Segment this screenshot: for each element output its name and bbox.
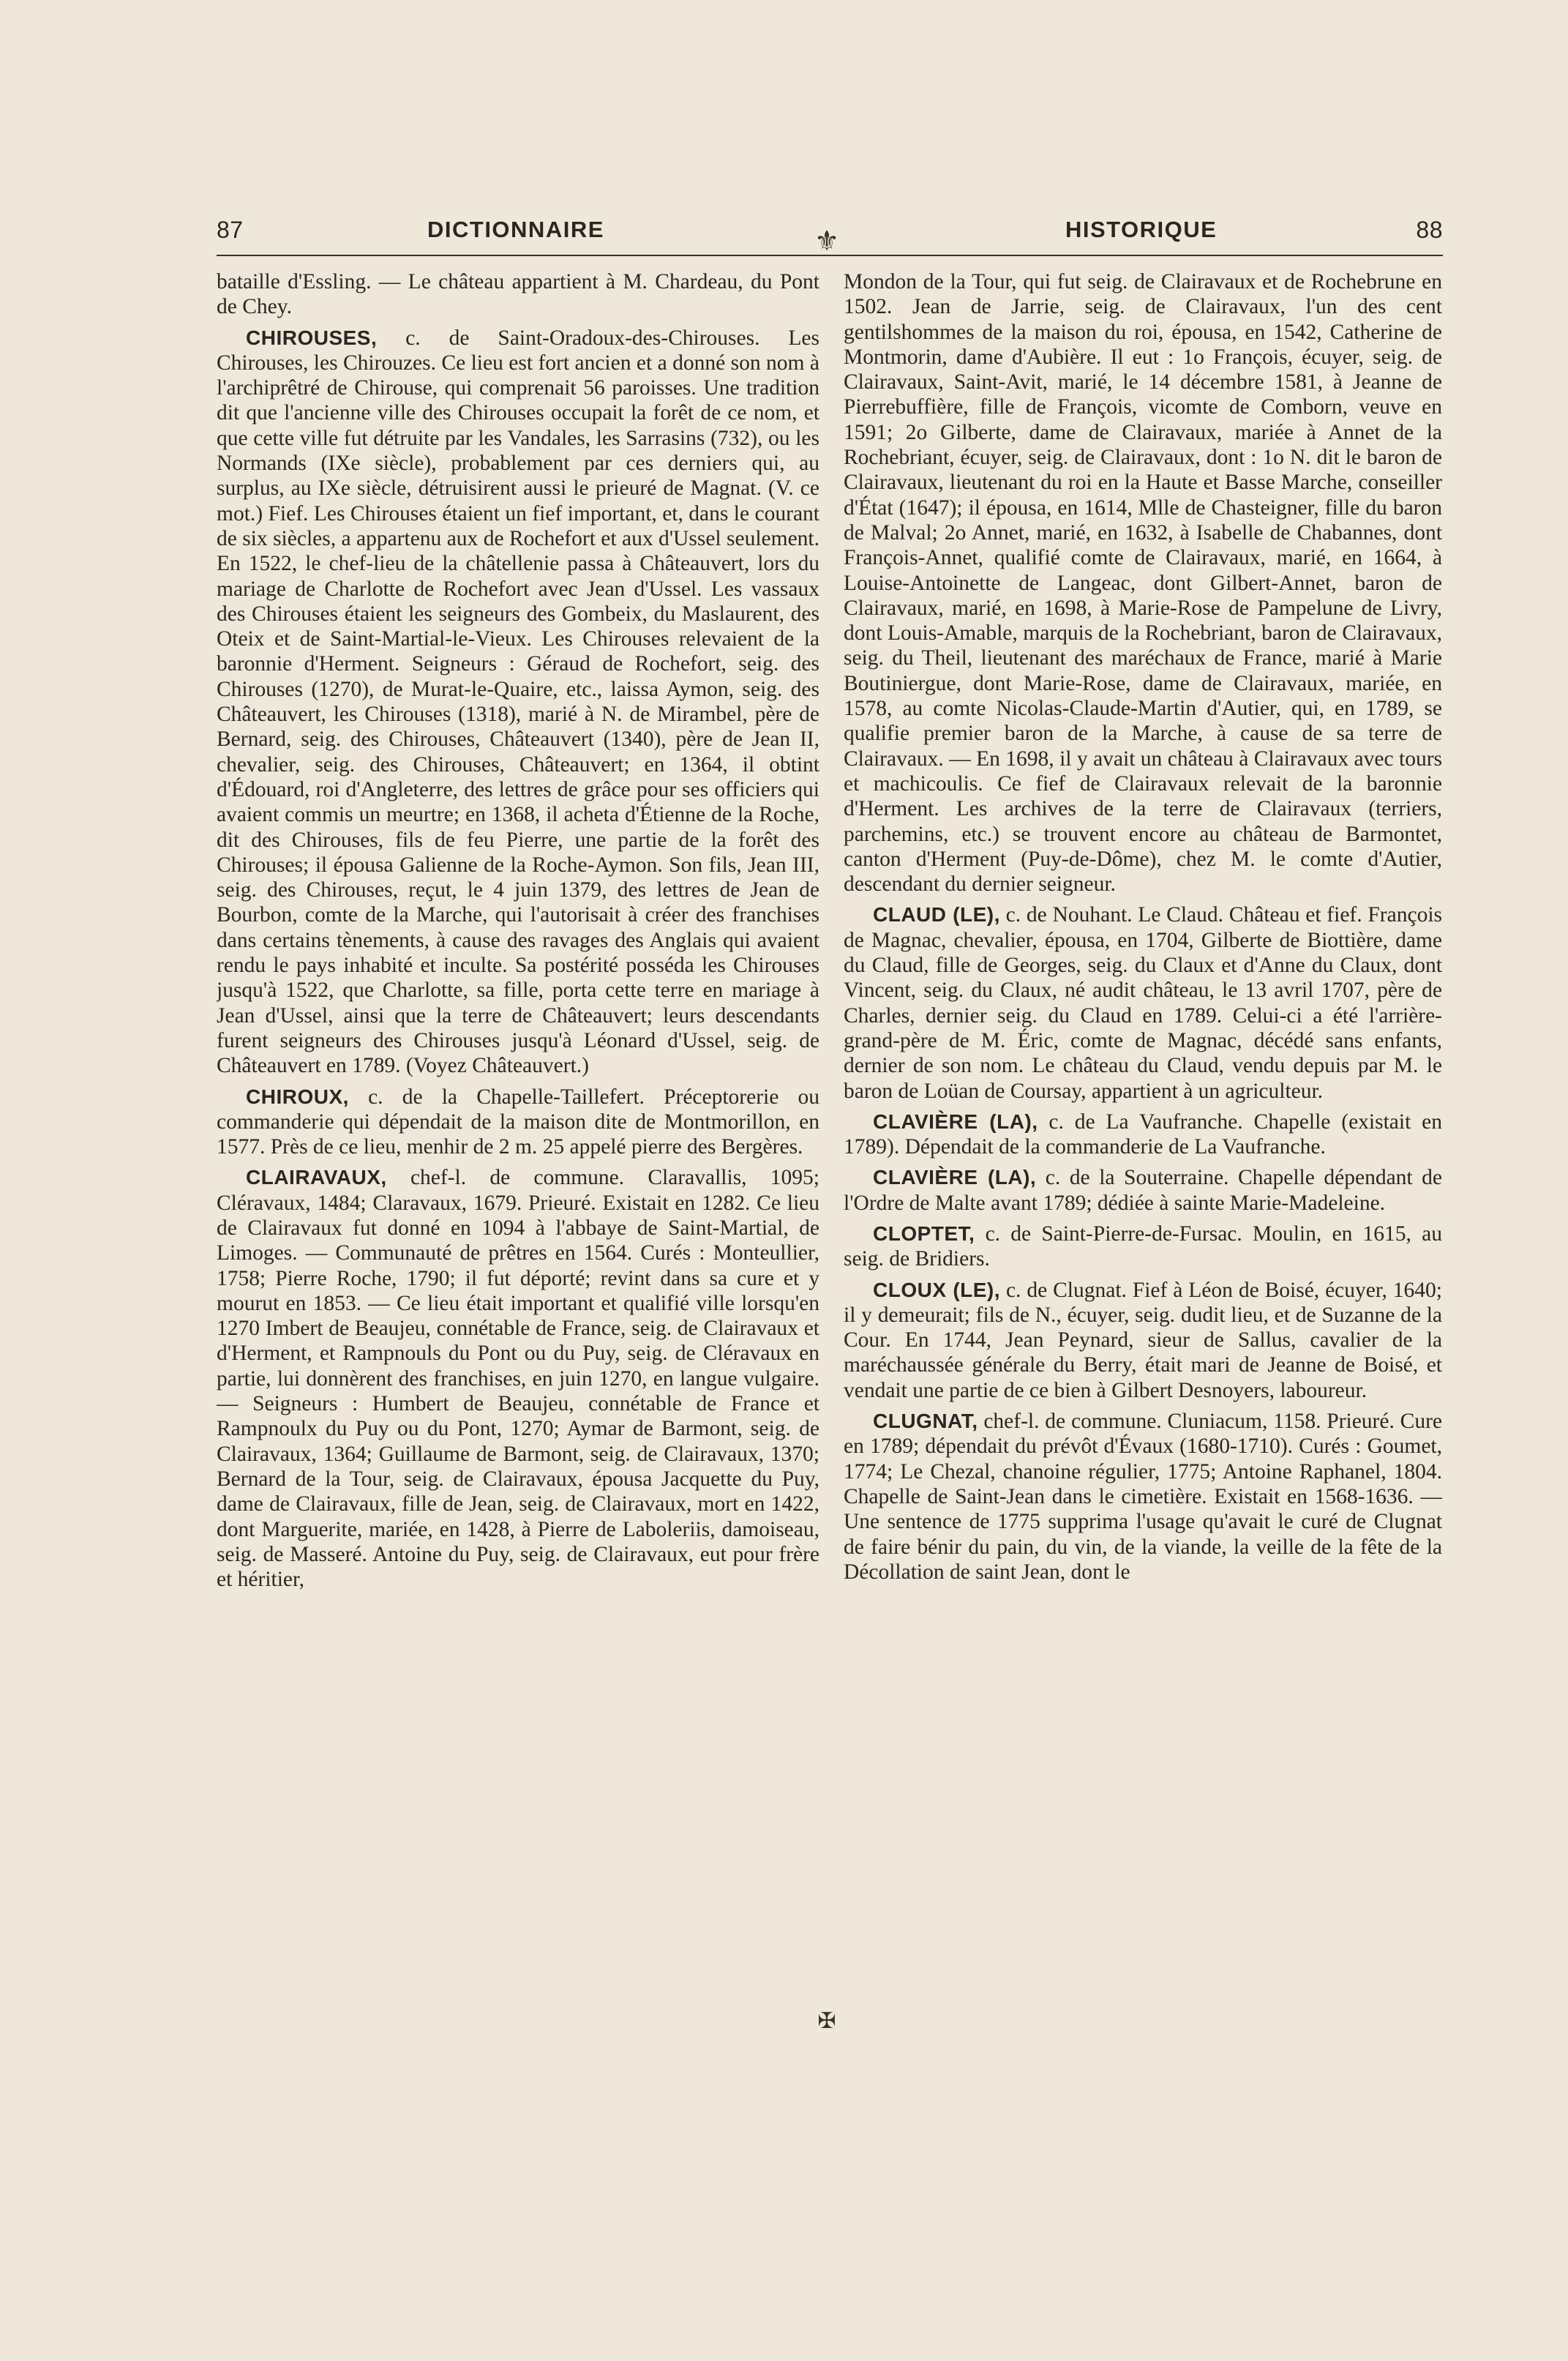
entry-text: c. de Saint-Oradoux-des-Chirouses. Les Chirouses, les Chirouzes. Ce lieu est fort ancien et a donné son nom à l'archiprêtré de Chirouse, qui comprenait 56 paroisses. Une tradition dit que l'ancienne ville des Chirouses occupait la forêt de ce nom, et que cette ville fut détruite par les Vandales, les Sarrasins (732), ou les Normands (IXe siècle), probablement par ces derniers qui, au surplus, au IXe siècle, détruisirent aussi le prieuré de Magnat. (V. ce mot.) Fief. Les Chirouses étaient un fief important, et, dans le courant de six siècles, a appartenu aux de Rochefort et aux d'Ussel seulement. En 1522, le chef-lieu de la châtellenie passa à Châteauvert, lors du mariage de Charlotte de Rochefort avec Jean d'Ussel. Les vassaux des Chirouses étaient les seigneurs des Gombeix, du Maslaurent, des Oteix et de Saint-Martial-le-Vieux. Les Chirouses relevaient de la baronnie d'Herment. Seigneurs : Géraud de Rochefort, seig. des Chirouses (1270), de Murat-le-Quaire, etc., laissa Aymon, seig. des Châteauvert, les Chirouses (1318), marié à N. de Mirambel, père de Bernard, seig. des Chirouses, Châteauvert (1340), père de Jean II, chevalier, seig. des Chirouses, Châteauvert; en 1364, il obtint d'Édouard, roi d'Angleterre, des lettres de grâce pour ses officiers qui avaient commis un meurtre; en 1368, il acheta d'Étienne de la Roche, dit des Chirouses, fils de feu Pierre, une partie de la forêt des Chirouses; il épousa Galienne de la Roche-Aymon. Son fils, Jean III, seig. des Chirouses, reçut, le 4 juin 1379, des lettres de Jean de Bourbon, comte de la Marche, qui l'autorisait à créer des franchises dans certains tènements, à cause des ravages des Anglais qui avaient rendu le pays inhabité et inculte. Sa postérité posséda les Chirouses jusqu'à 1522, que Charlotte, sa fille, porta cette terre en mariage à Jean d'Ussel, ainsi que la terre de Châteauvert; leurs descendants furent seigneurs des Chirouses jusqu'à Léonard d'Ussel, seig. de Châteauvert en 1789. (Voyez Châteauvert.) — [217, 326, 819, 1078]
fleuron-ornament-icon: ⚜ — [814, 226, 840, 257]
entry-headword: CLAIRAVAUX, — [246, 1166, 387, 1189]
running-title-left: DICTIONNAIRE — [427, 217, 604, 242]
entry-text: c. de la Souterraine. Chapelle dépendant de l'Ordre de Malte avant 1789; dédiée à sainte Marie-Madeleine. — [844, 1166, 1442, 1215]
header-rule — [217, 255, 1443, 256]
entry-headword: CLOUX (LE), — [873, 1278, 1001, 1301]
entry-text: chef-l. de commune. Claravallis, 1095; Cléravaux, 1484; Claravaux, 1679. Prieuré. Existait en 1282. Ce lieu de Clairavaux fut donné en 1094 à l'abbaye de Saint-Martial, de Limoges. — Communauté de prêtres en 1564. Curés : Monteullier, 1758; Pierre Roche, 1790; il fut déporté; revint dans sa cure et y mourut en 1853. — Ce lieu était important et qualifié ville lorsqu'en 1270 Imbert de Beaujeu, connétable de France, seig. de Clairavaux et d'Herment, et Rampnouls du Pont ou du Puy, seig. de Cléravaux en partie, lui donnèrent des franchises, en juin 1270, en langue vulgaire. — Seigneurs : Humbert de Beaujeu, connétable de France et Rampnoulx du Puy ou du Pont, 1270; Aymar de Barmont, seig. de Clairavaux, 1364; Guillaume de Barmont, seig. de Clairavaux, 1370; Bernard de la Tour, seig. de Clairavaux, épousa Jacquette du Puy, dame de Clairavaux, fille de Jean, seig. de Clairavaux, mort en 1422, dont Marguerite, mariée, en 1428, à Pierre de Laboleriis, damoiseau, seig. de Masseré. Antoine du Puy, seig. de Clairavaux, eut pour frère et héritier, — [217, 1166, 819, 1592]
entry-claviere-souterraine — [844, 1165, 1442, 1216]
entry-claud — [844, 902, 1442, 1103]
entry-chiroux — [217, 1085, 819, 1160]
entry-text: c. de Saint-Pierre-de-Fursac. Moulin, en 1615, au seig. de Bridiers. — [844, 1221, 1442, 1271]
left-column — [217, 269, 819, 2026]
continuation-text: bataille d'Essling. — Le château appartient à M. Chardeau, du Pont de Chey. — [217, 270, 819, 319]
entry-claviere-vaufranche — [844, 1110, 1442, 1160]
entry-headword: CLUGNAT, — [873, 1410, 978, 1433]
entry-cloptet — [844, 1221, 1442, 1272]
entry-chirouses — [217, 326, 819, 1079]
entry-text: c. de Clugnat. Fief à Léon de Boisé, écuyer, 1640; il y demeurait; fils de N., écuyer, seig. dudit lieu, et de Suzanne de la Cour. En 1744, Jean Peynard, sieur de Sallus, cavalier de la maréchaussée générale du Berry, était mari de Jeanne de Boisé, et vendait une partie de ce bien à Gilbert Desnoyers, laboureur. — [844, 1278, 1442, 1402]
running-title-right: HISTORIQUE — [1065, 217, 1218, 242]
right-column — [844, 269, 1442, 2026]
entry-text: c. de la Chapelle-Taillefert. Préceptorerie ou commanderie qui dépendait de la maison dite de Montmorillon, en 1577. Près de ce lieu, menhir de 2 m. 25 appelé pierre des Bergères. — [217, 1085, 819, 1159]
bottom-ornament-icon: ✠ — [817, 2009, 836, 2033]
page-number-right: 88 — [1416, 217, 1443, 243]
entry-cloux — [844, 1278, 1442, 1403]
entry-text: chef-l. de commune. Cluniacum, 1158. Prieuré. Cure en 1789; dépendait du prévôt d'Évaux (1680-1710). Curés : Goumet, 1774; Le Chezal, chanoine régulier, 1775; Antoine Raphanel, 1804. Chapelle de Saint-Jean dans le cimetière. Existait en 1568-1636. — Une sentence de 1775 supprima l'usage qu'avait le curé de Clugnat de faire bénir du pain, du vin, de la viande, la veille de la fête de la Décollation de saint Jean, dont le — [844, 1410, 1442, 1584]
entry-clugnat — [844, 1409, 1442, 1584]
entry-headword: CLOPTET, — [873, 1221, 975, 1245]
entry-headword: CHIROUSES, — [246, 326, 378, 349]
entry-text: c. de La Vaufranche. Chapelle (existait en 1789). Dépendait de la commanderie de La Vaufranche. — [844, 1110, 1442, 1159]
entry-headword: CLAUD (LE), — [873, 903, 1000, 927]
page-number-left: 87 — [217, 217, 244, 243]
entry-headword: CHIROUX, — [246, 1085, 349, 1108]
entry-headword: CLAVIÈRE (LA), — [873, 1166, 1037, 1189]
entry-clairavaux — [217, 1165, 819, 1592]
entry-text: c. de Nouhant. Le Claud. Château et fief. François de Magnac, chevalier, épousa, en 1704, Gilberte de Biottière, dame du Claud, fille de Georges, seig. du Claux et d'Anne du Claux, dont Vincent, seig. du Claux, né audit château, le 13 avril 1707, père de Charles, dernier seig. du Claud en 1789. Celui-ci a été l'arrière-grand-père de M. Éric, comte de Magnac, décédé sans enfants, dernier de son nom. Le château du Claud, vendu depuis par M. le baron de Loüan de Coursay, appartient à un agriculteur. — [844, 903, 1442, 1103]
continuation-text: Mondon de la Tour, qui fut seig. de Clairavaux et de Rochebrune en 1502. Jean de Jarrie, seig. de Clairavaux, l'un des cent gentilshommes de la maison du roi, épousa, en 1542, Catherine de Montmorin, dame d'Aubière. Il eut : 1o François, écuyer, seig. de Clairavaux, Saint-Avit, marié, le 14 décembre 1581, à Jeanne de Pierrebuffière, fille de François, vicomte de Comborn, veuve en 1591; 2o Gilberte, dame de Clairavaux, mariée à Annet de la Rochebriant, écuyer, seig. de Clairavaux, dont : 1o N. dit le baron de Clairavaux, lieutenant du roi en la Haute et Basse Marche, conseiller d'État (1647); il épousa, en 1614, Mlle de Chasteigner, fille du baron de Malval; 2o Annet, marié, en 1632, à Isabelle de Chabannes, dont François-Annet, qualifié comte de Clairavaux, marié, en 1664, à Louise-Antoinette de Langeac, dont Gilbert-Annet, baron de Clairavaux, marié, en 1698, à Marie-Rose de Pampelune de Livry, dont Louis-Amable, marquis de la Rochebriant, baron de Clairavaux, seig. du Theil, lieutenant des maréchaux de France, marié à Marie Boutiniergue, dont Marie-Rose, dame de Clairavaux, mariée, en 1578, au comte Nicolas-Claude-Martin d'Autier, qui, en 1789, se qualifie premier baron de la Marche, à cause de sa terre de Clairavaux. — En 1698, il y avait un château à Clairavaux avec tours et machicoulis. Ce fief de Clairavaux relevait de la baronnie d'Herment. Les archives de la terre de Clairavaux (terriers, parchemins, etc.) se trouvent encore au château de Barmontet, canton d'Herment (Puy-de-Dôme), chez M. le comte d'Autier, descendant du dernier seigneur. — [844, 270, 1442, 897]
entry-headword: CLAVIÈRE (LA), — [873, 1110, 1038, 1133]
